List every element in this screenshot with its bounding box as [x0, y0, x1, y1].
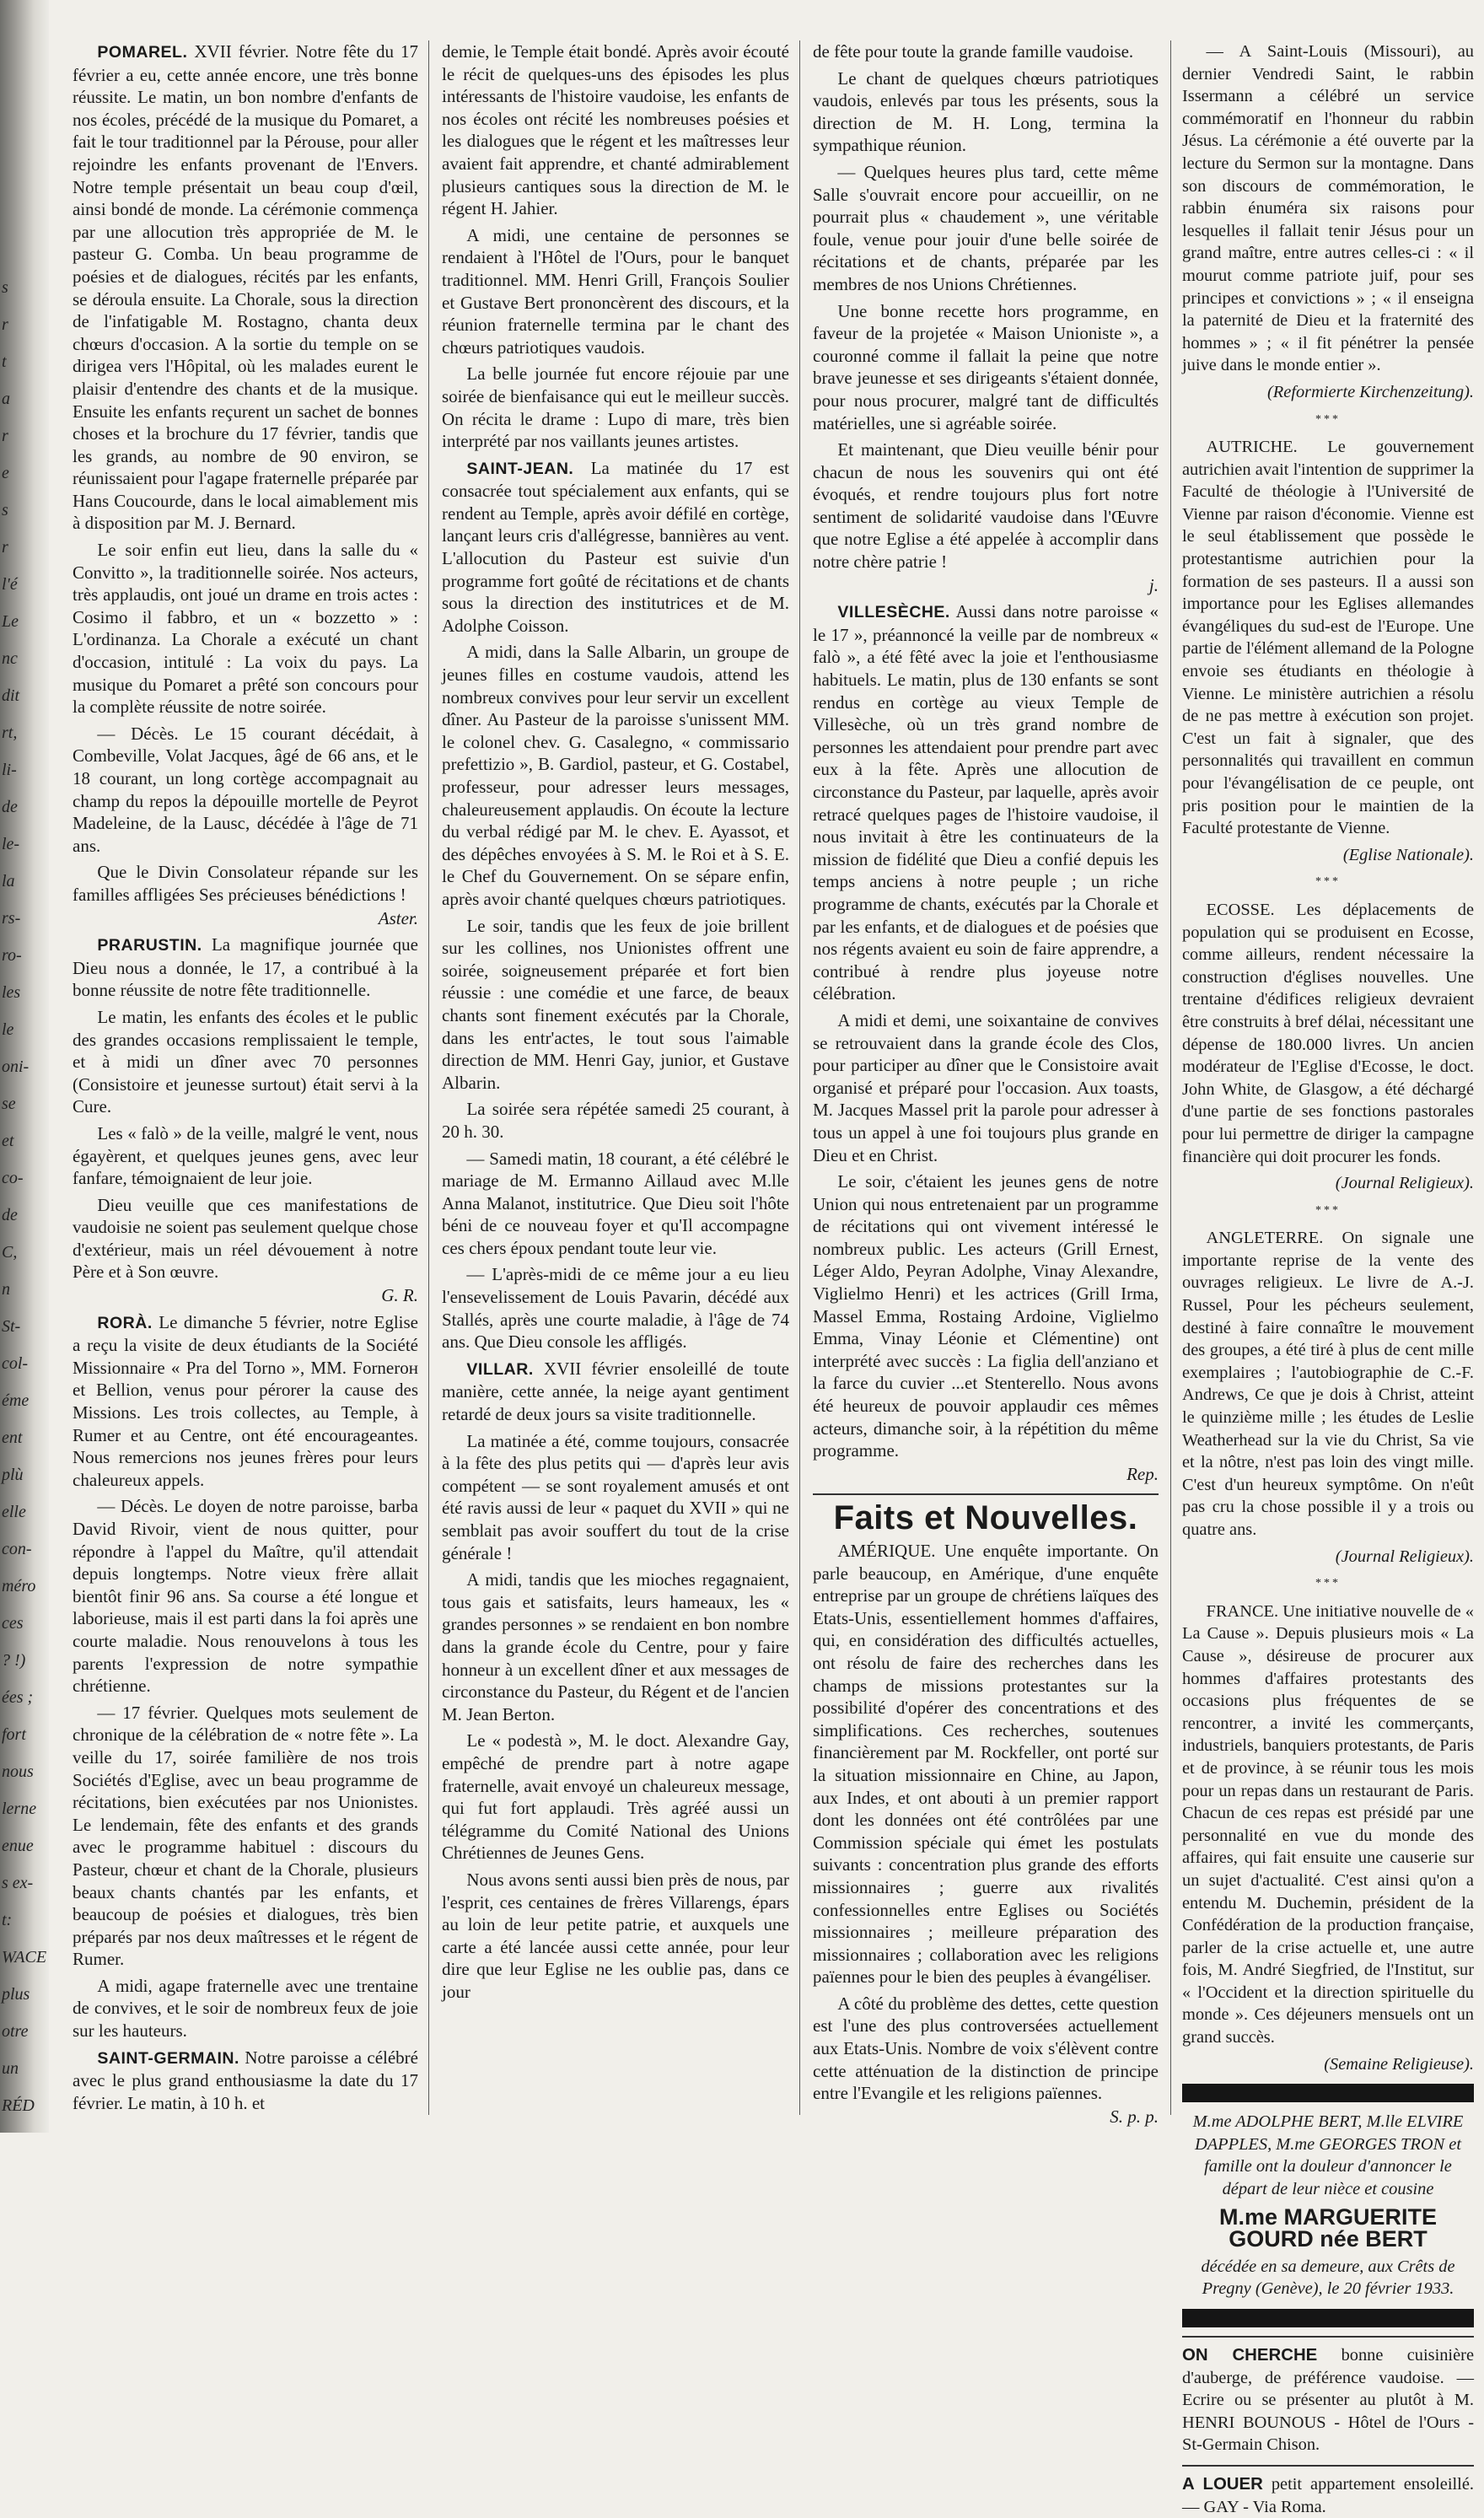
margin-fragment: r [2, 538, 8, 557]
death-notice-name: M.me MARGUERITE GOURD née BERT [1218, 2203, 1438, 2252]
paragraph [442, 1263, 789, 1353]
paragraph-text: XVII février. Notre fête du 17 février a eu, cette année encore, une très bonne réussite. Le matin, un bon nombre d'enfants de nos écoles, précédé de la musique du Pomaret, a fait le tour traditionnel par la Pérouse, pour aller rejoindre les enfants provenant de l'Envers. Notre temple présentait un beau coup d'œil, ainsi bondé de monde. La cérémonie commença par une allocution très appropriée de M. le pasteur G. Comba. Un beau programme de poésies et de dialogues, récités par les enfants, se déroula ensuite. La Chorale, sous la direction de l'infatigable M. Rostagno, chanta deux chœurs d'occasion. A la sortie du temple on se dirigea vers l'Hôpital, où les malades eurent le plaisir d'entendre des chants et de la musique. Ensuite les enfants reçurent un sachet de bonnes choses et la brochure du 17 février, tandis que les grands, au nombre de 90 environ, se réunissaient pour l'agape fraternelle préparée par Hans Coucourde, dans le local aimablement mis à disposition par M. J. Bernard. [73, 41, 418, 534]
paragraph-text: La magnifique journée que Dieu nous a donnée, le 17, a contribué à la bonne réussite de notre fête traditionnelle. [73, 934, 418, 1001]
margin-fragment: ces [2, 1614, 24, 1633]
article-signature: j. [1148, 574, 1159, 595]
margin-fragment: a [2, 390, 10, 408]
column-rule [799, 40, 800, 2115]
paragraph-text: ANGLETERRE. On signale une importante reprise de la vente des ouvrages religieux. Le livre de A.-J. Russel, Pour les pécheurs seulement, destiné à faire connaître le mouvement des groupes, a été tiré à plus de cent mille exemplaires ; l'autobiographie de C.-F. Andrews, Ce que je dois à Christ, atteint le quinzième mille ; les études de Leslie Weatherhead sur la vie du Christ, Sa vie et la nôtre, n'est pas loin des vingt mille. C'est d'un heureux symptôme. On n'eût pas cru la chose possible il y a trois ou quatre ans. [1182, 1229, 1474, 1539]
ad-lead: A LOUER [1182, 2474, 1263, 2494]
margin-fragment: fort [2, 1725, 26, 1744]
paragraph [73, 1311, 418, 1492]
paragraph [813, 40, 1159, 63]
ad-text: petit appartement ensoleillé. — GAY - Via Roma. [1182, 2474, 1474, 2516]
paragraph [813, 1993, 1159, 2105]
paragraph [73, 1122, 418, 1190]
column-4 [1182, 40, 1474, 2516]
paragraph [73, 723, 418, 858]
separator-stars: *** [1315, 875, 1341, 889]
paragraph [442, 1568, 789, 1725]
place-name: VILLESÈCHE. [837, 603, 950, 622]
paragraph [813, 1540, 1159, 1988]
paragraph [442, 1430, 789, 1565]
paragraph [1182, 436, 1474, 840]
paragraph [73, 1975, 418, 2042]
paragraph-text: A midi, agape fraternelle avec une trentaine de convives, et le soir de nombreux feux de joie sur les hauteurs. [73, 1975, 418, 2042]
margin-fragment: dit [2, 686, 20, 705]
paragraph [1182, 1601, 1474, 2049]
place-name: RORÀ. [97, 1313, 153, 1332]
column-1 [73, 40, 418, 2115]
paragraph [73, 1495, 418, 1697]
column-2 [442, 40, 789, 2115]
source-citation: (Semaine Religieuse). [1324, 2054, 1474, 2074]
paragraph [442, 363, 789, 452]
paragraph-text: — L'après-midi de ce même jour a eu lieu l'ensevelissement de Louis Pavarin, décédé aux Stallés, après une courte maladie, à l'âge de 74 ans. Que Dieu console les affligés. [442, 1264, 789, 1353]
place-name: PRARUSTIN. [97, 936, 202, 955]
paragraph [442, 1148, 789, 1260]
margin-fragment: le [2, 1020, 14, 1039]
paragraph [442, 457, 789, 638]
margin-fragment: méro [2, 1577, 36, 1595]
margin-fragment: lerne [2, 1800, 37, 1818]
place-name: SAINT-JEAN. [466, 459, 574, 478]
paragraph-text: AUTRICHE. Le gouvernement autrichien avait l'intention de supprimer la Faculté de théologie à l'Université de Vienne par raison d'économie. Vienne est le seul établissement que possède le protestantisme autrichien pour la formation de ses pasteurs. Il a aussi son importance pour les Eglises allemandes évangéliques du sud-est de l'Europe. Une partie de l'élément allemand de la Pologne envoie ses étudiants en théologie à Vienne. Le ministère autrichien a résolu de ne pas mettre à exécution son projet. C'est un fait à signaler, que des personnalités qui travaillent en commun pour l'évangélisation de ce peuple, ont pris position pour le maintien de la Faculté protestante de Vienne. [1182, 438, 1474, 838]
paragraph-text: de fête pour toute la grande famille vaudoise. [813, 41, 1134, 62]
paragraph [442, 40, 789, 220]
margin-fragment: col- [2, 1354, 29, 1373]
paragraph-text: A midi et demi, une soixantaine de convives se retrouvaient dans la grande école des Clos, pour participer au dîner que le Consistoire avait organisé et préparé pour l'occasion. Aux toasts, M. Jacques Massel prit la parole pour adresser à tous un appel à une foi toujours plus grande en Dieu et en Christ. [813, 1009, 1159, 1165]
margin-fragment: ées ; [2, 1688, 34, 1707]
margin-fragment: les [2, 983, 21, 1002]
margin-fragment: ro- [2, 946, 22, 965]
margin-fragment: RÉD [2, 2096, 35, 2115]
article-signature: S. p. p. [1110, 2106, 1159, 2127]
paragraph-text: Le soir, c'étaient les jeunes gens de notre Union qui nous entretenaient par un programme de récitations qui ont vivement intéressé le nombreux public. Les acteurs (Grill Ernest, Léger Aldo, Peyran Adolphe, Vinay Alexandre, Viglielmo Henri) et les actrices (Grill Irma, Massel Emma, Rostaing Ardoine, Viglielmo Emma, Vinay Léonie et Clémentine) ont interprété avec succès : La figlia dell'anziano et la farce du cuvier ...et Stenterello. Nous avons été heureux de pouvoir applaudir ces mêmes acteurs, dimanche soir, à la répétition du même programme. [813, 1171, 1159, 1461]
newspaper-page [52, 40, 1474, 2516]
margin-fragment: li- [2, 761, 17, 779]
mourning-bar-top [1182, 2084, 1474, 2102]
paragraph-text: Le matin, les enfants des écoles et le public des grandes occasions remplissaient le temple, et à midi un dîner avec 70 personnes (Consistoire et jeunesse surtout) était servi à la Cure. [73, 1006, 418, 1117]
paragraph-text: FRANCE. Une initiative nouvelle de « La Cause ». Depuis plusieurs mois « La Cause », désireuse de procurer aux hommes d'affaires protestants des occasions plus fréquentes de se rencontrer, a invité les commerçants, industriels, banquiers protestants, de Paris et de province, à se réunir tous les mois pour un repas dans un restaurant de Paris. Chacun de ces repas est présidé par une personnalité en vue du monde des affaires, qui fait ensuite une causerie sur un sujet d'actualité. C'est ainsi qu'on a entendu M. Duchemin, président de la Confédération de la production française, parler de la crise actuelle et, une autre fois, M. André Siegfried, de l'Institut, sur « l'Occident et la direction spirituelle du monde ». Ces déjeuners mensuels ont un grand succès. [1182, 1601, 1474, 2047]
separator-stars: *** [1315, 1203, 1341, 1217]
paragraph [813, 1009, 1159, 1166]
paragraph-text: Notre paroisse a célébré avec le plus grand enthousiasme la date du 17 février. Le matin, à 10 h. et [73, 2047, 418, 2113]
paragraph [442, 224, 789, 359]
paragraph [813, 438, 1159, 573]
paragraph-text: A midi, dans la Salle Albarin, un groupe de jeunes filles en costume vaudois, attend les nombreux convives pour leur servir un excellent dîner. Au Pasteur de la paroisse s'unissent MM. le colonel chev. G. Casalegno, « commissario prefettizio », B. Gardiol, pasteur, et G. Costabel, professeur, pour adresser leurs messages, chaleureusement applaudis. On écoute la lecture du verbal rédigé par M. le chev. E. Ayassot, et des dépêches envoyées à S. M. le Roi et à S. E. le Chef du Gouvernement. On se sépare enfin, après avoir chanté quelques chœurs patriotiques. [442, 642, 789, 909]
article-signature: G. R. [381, 1285, 418, 1306]
paragraph-text: — Samedi matin, 18 courant, a été célébré le mariage de M. Ermanno Aillaud avec M.lle Anna Malanot, institutrice. Que Dieu soit l'hôte béni de ce nouveau foyer et qu'Il accompagne ces chers époux pendant toute leur vie. [442, 1148, 789, 1258]
source-citation: (Journal Religieux). [1335, 1547, 1474, 1566]
margin-fragment: un [2, 2059, 19, 2078]
margin-fragment: ent [2, 1428, 23, 1447]
source-citation: (Eglise Nationale). [1342, 845, 1474, 864]
margin-fragment: oni- [2, 1057, 30, 1076]
paragraph [73, 933, 418, 1002]
margin-fragment: C, [2, 1243, 18, 1262]
place-name: POMAREL. [97, 43, 188, 62]
article-signature: Rep. [1126, 1463, 1159, 1484]
margin-fragment: nous [2, 1762, 34, 1781]
article-signature: Aster. [378, 907, 418, 928]
paragraph [1182, 40, 1474, 377]
paragraph-text: — A Saint-Louis (Missouri), au dernier Vendredi Saint, le rabbin Issermann a célébré un service commémoratif en l'honneur du rabbin Jésus. La cérémonie a été ouverte par la lecture du Sermon sur la montagne. Dans son discours de commémoration, le rabbin énuméra six raisons pour lesquelles il fallait tenir Jésus pour un grand maître, entre autres celles-ci : « il mourut comme patriote juif, pour ses principes et convictions » ; « il enseigna la paternité de Dieu et la fraternité des hommes » ; « il fit pénétrer la pensée juive dans le monde entier ». [1182, 42, 1474, 375]
paragraph [73, 539, 418, 718]
margin-fragment: la [2, 872, 15, 890]
margin-fragment: s [2, 278, 8, 297]
paragraph [442, 641, 789, 910]
margin-fragment: enue [2, 1837, 34, 1855]
paragraph-text: A midi, tandis que les mioches regagnaient, tous gais et satisfaits, leurs hameaux, les « grandes personnes » se rendaient en bon nombre dans la grande école du Centre, pour y faire honneur à un excellent dîner et aux messages de circonstance du Pasteur, du Régent et de l'ancien M. Jean Berton. [442, 1569, 789, 1724]
paragraph-text: Le « podestà », M. le doct. Alexandre Gay, empêché de prendre part à notre agape fraternelle, avait envoyé un chaleureux message, qui fut fort applaudi. Très agréé aussi un télégramme du Comité National des Unions Chrétiennes de Jeunes Gens. [442, 1730, 789, 1864]
paragraph [813, 67, 1159, 157]
paragraph-text: Nous avons senti aussi bien près de nous, par l'esprit, ces centaines de frères Villarengs, épars au loin de leur petite patrie, et auxquels une carte a été lancée aussi cette année, pour leur dire que leur Eglise ne les oublie pas, dans ce jour [442, 1869, 789, 2002]
paragraph-text: La belle journée fut encore réjouie par une soirée de bienfaisance qui eut le meilleur succès. On récita le drame : Lupo di mare, très bien interprété par nos vaillants jeunes artistes. [442, 363, 789, 452]
margin-fragment: le- [2, 835, 20, 853]
place-name: VILLAR. [466, 1359, 534, 1379]
paragraph-text: A midi, une centaine de personnes se rendaient à l'Hôtel de l'Ours, pour le banquet traditionnel. MM. Henri Grill, François Soulier et Gustave Bert prononcèrent des discours, et la réunion fraternelle termina par le chant des chœurs patriotiques vaudois. [442, 224, 789, 358]
mourning-bar-bottom [1182, 2309, 1474, 2327]
paragraph-text: Le dimanche 5 février, notre Eglise a reçu la visite de deux étudiants de la Société Missionnaire « Pra del Torno », MM. Fornerон et Bellion, venus pour pérorer la cause des Missions. Les trois collectes, au Temple, à Rumer et au Centre, ont été encourageantes. Nous remercions nos jeunes frères pour leurs chaleureux appels. [73, 1311, 418, 1490]
paragraph-text: Que le Divin Consolateur répande sur les familles affligées Ses précieuses bénédictions ! [73, 862, 418, 905]
margin-fragment: t: [2, 1911, 13, 1929]
paragraph-text: Les « falò » de la veille, malgré le vent, nous égayèrent, et quelques jeunes gens, avec leur fanfare, témoignaient de leur joie. [73, 1122, 418, 1189]
section-heading: Faits et Nouvelles. [813, 1493, 1159, 1530]
margin-fragment: elle [2, 1503, 26, 1521]
paragraph [813, 1170, 1159, 1462]
column-rule [428, 40, 429, 2115]
margin-fragment: rs- [2, 909, 21, 928]
paragraph [813, 300, 1159, 435]
paragraph [442, 1098, 789, 1143]
column-3 [813, 40, 1159, 2127]
death-notice-intro: M.me ADOLPHE BERT, M.lle ELVIRE DAPPLES, M.me GEORGES TRON et famille ont la douleur d'annoncer le départ de leur nièce et cousine [1192, 2112, 1464, 2199]
paragraph-text: Et maintenant, que Dieu veuille bénir pour chacun de nous les souvenirs qui ont été évoqués, et rendre toujours plus fort notre sentiment de solidarité vaudoise dans l'Œuvre que notre Eglise a été appelée à accomplir dans notre chère patrie ! [813, 439, 1159, 573]
margin-fragment: ? !) [2, 1651, 26, 1670]
paragraph-text: ECOSSE. Les déplacements de population qui se produisent en Ecosse, comme ailleurs, rendent nécessaire la construction d'églises nouvelles. Une trentaine d'édifices religieux devraient être construits à bref délai, nécessitant une dépense de 180.000 livres. Un ancien modérateur de l'Eglise d'Ecosse, le doct. John White, de Glasgow, a été déchargé d'une partie de ses fonctions pastorales pour lui permettre de diriger la campagne financière qui doit procurer les fonds. [1182, 900, 1474, 1166]
paragraph-text: AMÉRIQUE. Une enquête importante. On parle beaucoup, en Amérique, d'une enquête entreprise par un groupe de chrétiens laïques des Etats-Unis, essentiellement hommes d'affaires, qui, en considération des difficultés actuelles, ont résolu de faire des recherches dans les champs de missions protestantes sur la possibilité d'opérer des concentrations et des simplifications. Ces recherches, soutenues financièrement par M. Rockfeller, ont porté sur la situation missionnaire en Chine, au Japon, aux Indes, et ont abouti à un premier rapport dont les données ont été contrôlées par une Commission spéciale qui émet les postulats suivants : concentration plus grande des efforts missionnaires ; guerre aux rivalités confessionnelles entre Eglises ou Sociétés missionnaires ; meilleure préparation des missionnaires ; collaboration avec les religions païennes pour le bien des peuples à évangéliser. [813, 1541, 1159, 1988]
margin-fragment: St- [2, 1317, 21, 1336]
margin-fragment: otre [2, 2022, 29, 2041]
margin-fragment: r [2, 315, 8, 334]
paragraph [442, 1358, 789, 1426]
source-citation: (Reformierte Kirchenzeitung). [1266, 382, 1474, 401]
paragraph [442, 1730, 789, 1864]
paragraph [1182, 899, 1474, 1168]
classified-ad-cook [1182, 2336, 1474, 2456]
margin-fragment: e [2, 464, 9, 482]
paragraph [813, 161, 1159, 296]
column-rule [1170, 40, 1171, 2115]
margin-fragment: s [2, 501, 8, 519]
margin-fragment: s ex- [2, 1874, 34, 1892]
paragraph-text: Le soir, tandis que les feux de joie brillent sur les collines, nos Unionistes offrent une soirée, soigneusement préparée et fort bien réussie : une comédie et une farce, de beaux chants sont finement exécutés par la Chorale, dans les entr'actes, le tout sous l'aimable direction de MM. Henri Gay, junior, et Gustave Albarin. [442, 915, 789, 1093]
margin-fragment: rt, [2, 724, 18, 742]
left-margin-strip [0, 0, 49, 2133]
margin-fragment: r [2, 427, 8, 445]
source-citation: (Journal Religieux). [1335, 1174, 1474, 1193]
margin-fragment: de [2, 1206, 18, 1224]
margin-fragment: et [2, 1132, 14, 1150]
margin-fragment: nc [2, 649, 18, 668]
ad-text: bonne cuisinière d'auberge, de préférence vaudoise. — Ecrire ou se présenter au plutôt à M. HENRI BOUNOUS - Hôtel de l'Ours - St-Germain Chison. [1182, 2346, 1474, 2455]
classified-ad-apartment [1182, 2465, 1474, 2518]
paragraph [73, 40, 418, 535]
paragraph [73, 1194, 418, 1283]
paragraph [73, 1006, 418, 1118]
paragraph-text: — Quelques heures plus tard, cette même Salle s'ouvrait encore pour accueillir, on ne pourrait plus « chaudement », une véritable foule, venue pour jouir d'une belle soirée de récitations et de chants, préparée par les membres de nos Unions Chrétiennes. [813, 161, 1159, 294]
paragraph-text: Le soir enfin eut lieu, dans la salle du « Convitto », la traditionnelle soirée. Nos acteurs, très applaudis, ont joué un drame en trois actes : Cosimo il fabbro, et un « bozzetto » : L'ordinanza. La Chorale a exécuté un chant d'occasion, intitulé : La voix du pays. La musique du Pomaret a prêté son concours pour la complète réussite de notre soirée. [73, 540, 418, 718]
paragraph [442, 915, 789, 1095]
margin-fragment: se [2, 1095, 16, 1113]
paragraph-text: La matinée a été, comme toujours, consacrée à la fête des plus petits qui — d'après leur avis compétent — se sont royalement amusés et ont été ravis aussi de leur « paquet du XVII » qui ne semblait pas avoir souffert du tout de la crise générale ! [442, 1430, 789, 1563]
paragraph-text: XVII février ensoleillé de toute manière, cette année, la neige ayant gentiment retardé de deux jours sa visite traditionnelle. [442, 1358, 789, 1425]
ad-lead: ON CHERCHE [1182, 2346, 1318, 2365]
news-items [1182, 40, 1474, 2075]
paragraph-text: La matinée du 17 est consacrée tout spécialement aux enfants, qui se rendent au Temple, après avoir défilé en cortège, lançant leurs cris d'allégresse, bannières au vent. L'allocution du Pasteur est suivie d'un programme fort goûté de récitations et de chants sous la direction des institutrices et de M. Adolphe Coisson. [442, 457, 789, 636]
margin-fragment: co- [2, 1169, 24, 1187]
margin-fragment: WACE [2, 1948, 47, 1967]
margin-fragment: plus [2, 1985, 30, 2004]
paragraph-text: — Décès. Le 15 courant décédait, à Combeville, Volat Jacques, âgé de 66 ans, et le 18 courant, un long cortège accompagnait au champ du repos la dépouille mortelle de Peyrot Madeleine, de la Lausc, décédée à l'âge de 71 ans. [73, 723, 418, 856]
paragraph-text: La soirée sera répétée samedi 25 courant, à 20 h. 30. [442, 1099, 789, 1142]
separator-stars: *** [1315, 1577, 1341, 1590]
margin-fragment: plù [2, 1466, 24, 1484]
margin-fragment: Le [2, 612, 19, 631]
margin-fragment: l'é [2, 575, 18, 594]
separator-stars: *** [1315, 412, 1341, 426]
paragraph [73, 2047, 418, 2115]
paragraph-text: A côté du problème des dettes, cette question est l'une des plus controversées actuellement aux Etats-Unis. Nombre de voix s'élèvent contre cette atténuation de la distinction de principe entre l'Evangile et les religions païennes. [813, 1993, 1159, 2104]
paragraph [73, 861, 418, 906]
paragraph-text: demie, le Temple était bondé. Après avoir écouté le récit de quelques-uns des épisodes les plus intéressants de l'histoire vaudoise, les enfants de nos écoles ont récité les nombreuses poésies et les dialogues que le régent et les maîtresses leur avaient fait apprendre, et chanté admirablement plusieurs cantiques sous la direction de M. le régent H. Jahier. [442, 41, 789, 219]
place-name: SAINT-GERMAIN. [97, 2048, 239, 2068]
paragraph [813, 600, 1159, 1005]
paragraph-text: Le chant de quelques chœurs patriotiques vaudois, enlevés par tous les présents, sous la direction de M. H. Long, termina la sympathique réunion. [813, 67, 1159, 156]
paragraph [1182, 1227, 1474, 1541]
margin-fragment: éme [2, 1391, 30, 1410]
paragraph-text: Dieu veuille que ces manifestations de vaudoisie ne soient pas seulement quelque chose d'extérieur, mais un réel dévouement à notre Père et à Son œuvre. [73, 1194, 418, 1283]
paragraph-text: Une bonne recette hors programme, en faveur de la projetée « Maison Unioniste », a couronné comme il fallait la peine que notre brave jeunesse et ses dirigeants s'étaient donnée, pour nous procurer, malgré tant de difficultés matérielles, une si agréable soirée. [813, 300, 1159, 433]
margin-fragment: t [2, 352, 7, 371]
paragraph [442, 1869, 789, 2004]
death-notice-outro: décédée en sa demeure, aux Crêts de Pregny (Genève), le 20 février 1933. [1201, 2257, 1455, 2299]
margin-fragment: con- [2, 1540, 32, 1558]
margin-fragment: n [2, 1280, 10, 1299]
paragraph-text: Aussi dans notre paroisse « le 17 », préannoncé la veille par de nombreux « falò », a été fêté avec la joie et l'enthousiasme habituels. Le matin, plus de 130 enfants se sont rendus en cortège au vieux Temple de Villesèche, où un très grand nombre de personnes les attendaient pour prendre part avec eux à la fête. Après une allocution de circonstance du Pasteur, par laquelle, après avoir retracé quelques pages de l'histoire vaudoise, il nous invitait à être les continuateurs de la mission de fidélité que Dieu a confié depuis les temps anciens à notre peuple ; un riche programme de chants, exécutés par la Chorale et par les enfants, et de dialogues et de poésies que nos régents avaient eu soin de faire apprendre, a contribué à rendre plus joyeuse notre célébration. [813, 601, 1159, 1004]
paragraph-text: — 17 février. Quelques mots seulement de chronique de la célébration de « notre fête ». La veille du 17, soirée familière de nos trois Sociétés d'Eglise, avec un beau programme de récitations, bien exécutées par nos Unionistes. Le lendemain, fête des enfants et des grands avec le programme habituel : discours du Pasteur, chœur et chant de la Chorale, plusieurs beaux chants chantés par les enfants, et beaucoup de poésies et dialogues, très bien préparés par nos deux maîtresses et le régent de Rumer. [73, 1702, 418, 1970]
margin-fragment: de [2, 798, 18, 816]
paragraph [73, 1702, 418, 1971]
paragraph-text: — Décès. Le doyen de notre paroisse, barba David Rivoir, vient de nous quitter, pour répondre à l'appel du Maître, qu'il attendait depuis longtemps. Notre vieux frère allait bientôt finir 96 ans. Sa course a été longue et laborieuse, mais il est parti dans la foi après une courte maladie. Nous renouvelons à tous les parents l'expression de notre sympathie chrétienne. [73, 1496, 418, 1697]
